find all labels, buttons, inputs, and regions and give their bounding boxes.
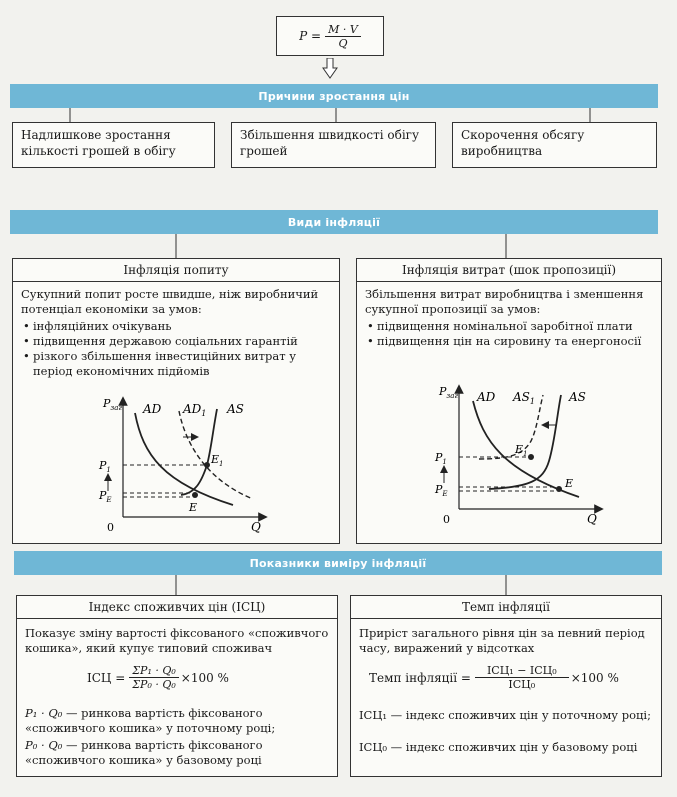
formula-fraction — [325, 23, 361, 50]
p1-label: $P_1$ — [435, 451, 447, 466]
list-item: • підвищення цін на сировину та енергоносії — [367, 334, 657, 349]
inflation-rate-panel — [350, 595, 662, 777]
rate-formula-numerator: ІСЦ₁ − ІСЦ₀ — [475, 664, 569, 678]
band-inflation-measures: Показники виміру інфляції — [14, 551, 662, 575]
type-connectors — [0, 234, 677, 258]
cpi-formula — [87, 664, 229, 691]
cause-production-cut: Скорочення обсягу виробництва — [452, 122, 657, 168]
demand-intro: Сукупний попит росте швидше, ніж виробничий потенціал економіки за умов: — [21, 287, 319, 316]
rate-note-current-symbol: ІСЦ₁ — — [359, 708, 403, 722]
cause-money-growth: Надлишкове зростання кількості грошей в обігу — [12, 122, 215, 168]
down-arrow-icon — [322, 58, 338, 80]
formula-box — [276, 16, 384, 56]
e-label: E — [565, 477, 574, 490]
measure-connectors — [0, 575, 677, 595]
cpi-formula-numerator: ΣP₁ · Q₀ — [129, 664, 179, 678]
inflation-rate-title: Темп інфляції — [351, 596, 661, 619]
pe-label: $P_E$ — [435, 483, 448, 498]
cpi-formula-lhs: ІСЦ = — [87, 670, 126, 685]
cpi-note-base — [25, 738, 331, 768]
cost-inflation-panel — [356, 258, 662, 544]
cpi-note-current-symbol: P₁ · Q₀ — — [25, 706, 78, 720]
curve-label-as1: $AS_1$ — [513, 390, 535, 406]
rate-note-current — [359, 708, 655, 723]
rate-formula — [369, 664, 619, 691]
list-item: • підвищення номінальної заробітної плати — [367, 319, 657, 334]
cpi-formula-tail: ×100 % — [180, 670, 229, 685]
cpi-formula-denominator: ΣP₀ · Q₀ — [132, 678, 176, 691]
cpi-note-current — [25, 706, 331, 736]
rate-note-base-symbol: ІСЦ₀ — — [359, 740, 403, 754]
curve-label-ad1: $AD_1$ — [183, 402, 207, 418]
cost-inflation-graph — [419, 381, 609, 526]
rate-note-base — [359, 740, 655, 755]
origin-label: 0 — [443, 513, 450, 526]
rate-formula-fraction — [475, 664, 569, 691]
e1-label: $E_1$ — [211, 453, 224, 468]
cpi-intro: Показує зміну вартості фіксованого «споживчого кошика», який купує типовий споживач — [25, 626, 329, 655]
e-label: E — [189, 501, 198, 514]
formula-lhs: P = — [299, 29, 322, 43]
demand-conditions-list — [13, 319, 323, 379]
curve-label-as: AS — [227, 402, 244, 416]
cpi-formula-fraction — [129, 664, 179, 691]
band-price-causes: Причини зростання цін — [10, 84, 658, 108]
origin-label: 0 — [107, 521, 114, 534]
band-inflation-types: Види інфляції — [10, 210, 658, 234]
rate-formula-tail: ×100 % — [570, 670, 619, 685]
curve-label-ad: AD — [143, 402, 162, 416]
y-axis-label: $P_{заг}$ — [103, 397, 122, 412]
cpi-note-base-text: ринкова вартість фіксованого «споживчого кошика» у базовому році — [25, 738, 263, 767]
rate-intro: Приріст загального рівня цін за певний період часу, виражений у відсотках — [359, 626, 645, 655]
demand-inflation-panel — [12, 258, 340, 544]
cause-velocity: Збільшення швидкості обігу грошей — [231, 122, 436, 168]
x-axis-label: Q — [251, 520, 261, 534]
demand-inflation-graph — [83, 395, 273, 535]
e1-label: $E_1$ — [515, 443, 528, 458]
cost-inflation-title: Інфляція витрат (шок пропозиції) — [357, 259, 661, 282]
demand-inflation-title: Інфляція попиту — [13, 259, 339, 282]
cpi-note-base-symbol: P₀ · Q₀ — — [25, 738, 78, 752]
y-axis-label: $P_{заг}$ — [439, 385, 458, 400]
formula-denominator: Q — [338, 36, 348, 50]
cause-connectors — [0, 108, 677, 122]
formula-numerator: M · V — [325, 23, 361, 37]
p1-label: $P_1$ — [99, 459, 111, 474]
curve-label-as: AS — [569, 390, 586, 404]
list-item: • підвищення державою соціальних гарантій — [23, 334, 323, 349]
list-item: • інфляційних очікувань — [23, 319, 323, 334]
x-axis-label: Q — [587, 512, 597, 526]
curve-label-ad: AD — [477, 390, 496, 404]
cpi-panel — [16, 595, 338, 777]
rate-formula-denominator: ІСЦ₀ — [508, 678, 536, 691]
rate-formula-lhs: Темп інфляції = — [369, 670, 471, 685]
cpi-title: Індекс споживчих цін (ІСЦ) — [17, 596, 337, 619]
cost-intro: Збільшення витрат виробництва і зменшення сукупної пропозиції за умов: — [365, 287, 644, 316]
cpi-note-current-text: ринкова вартість фіксованого «споживчого кошика» у поточному році; — [25, 706, 276, 735]
rate-note-current-text: індекс споживчих цін у поточному році; — [405, 708, 651, 722]
rate-note-base-text: індекс споживчих цін у базовому році — [405, 740, 638, 754]
list-item: • різкого збільшення інвестиційних витрат у період економічних підйомів — [23, 349, 323, 379]
cost-conditions-list — [357, 319, 657, 349]
pe-label: $P_E$ — [99, 489, 112, 504]
